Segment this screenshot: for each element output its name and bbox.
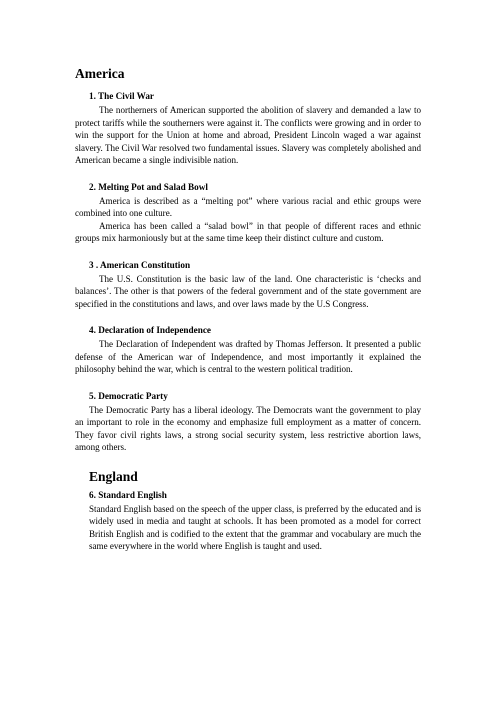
section-civil-war <box>75 90 421 167</box>
document-body <box>75 66 421 567</box>
section-title-standard-english: 6. Standard English <box>89 489 167 500</box>
section-standard-english <box>75 489 421 553</box>
section-melting-pot <box>75 181 421 245</box>
section-democratic-party <box>75 390 421 454</box>
section-declaration <box>75 324 421 376</box>
paragraph-democratic-party: The Democratic Party has a liberal ideology. The Democrats want the government to play an important to role in the economy and emphasize full employment as a matter of concern. They favor civil rights laws, a strong social security system, less restrictive abortion laws, among others. <box>75 404 421 452</box>
heading-america: America <box>75 66 125 81</box>
paragraph-constitution: The U.S. Constitution is the basic law of the land. One characteristic is ‘checks and balances’. The other is that powers of the federal government and of the state government are specified in the constitutions and laws, and over laws made by the U.S Congress. <box>75 273 421 309</box>
paragraph-melting-pot: America is described as a “melting pot” where various racial and ethic groups were combined into one culture. <box>75 195 421 218</box>
section-constitution <box>75 259 421 311</box>
section-title-declaration: 4. Declaration of Independence <box>89 325 211 335</box>
paragraph-civil-war: The northerners of American supported the abolition of slavery and demanded a law to protect tariffs while the southerners were against it. The conflicts were growing and in order to win the support for the Union at home and abroad, President Lincoln waged a war against slavery. The Civil War resolved two fundamental issues. Slavery was completely abolished and American became a single indivisible nation. <box>75 105 421 165</box>
section-title-melting-pot: 2. Melting Pot and Salad Bowl <box>89 181 208 192</box>
paragraph-declaration: The Declaration of Independent was drafted by Thomas Jefferson. It presented a public defense of the American war of Independence, and most importantly it explained the philosophy behind the war, which is central to the western political tradition. <box>75 339 421 374</box>
section-title-constitution: 3 . American Constitution <box>89 259 191 270</box>
section-title-civil-war: 1. The Civil War <box>89 91 155 101</box>
section-title-democratic-party: 5. Democratic Party <box>89 390 168 401</box>
paragraph-salad-bowl: America has been called a “salad bowl” in that people of different races and ethnic groups mix harmoniously but at the same time keep their distinct culture and custom. <box>75 220 421 243</box>
paragraph-standard-english: Standard English based on the speech of the upper class, is preferred by the educated and is widely used in media and taught at schools. It has been promoted as a model for correct British English and is codified to the extent that the grammar and vocabulary are much the same everywhere in the world where English is taught and used. <box>89 503 421 551</box>
heading-england: England <box>89 468 138 484</box>
